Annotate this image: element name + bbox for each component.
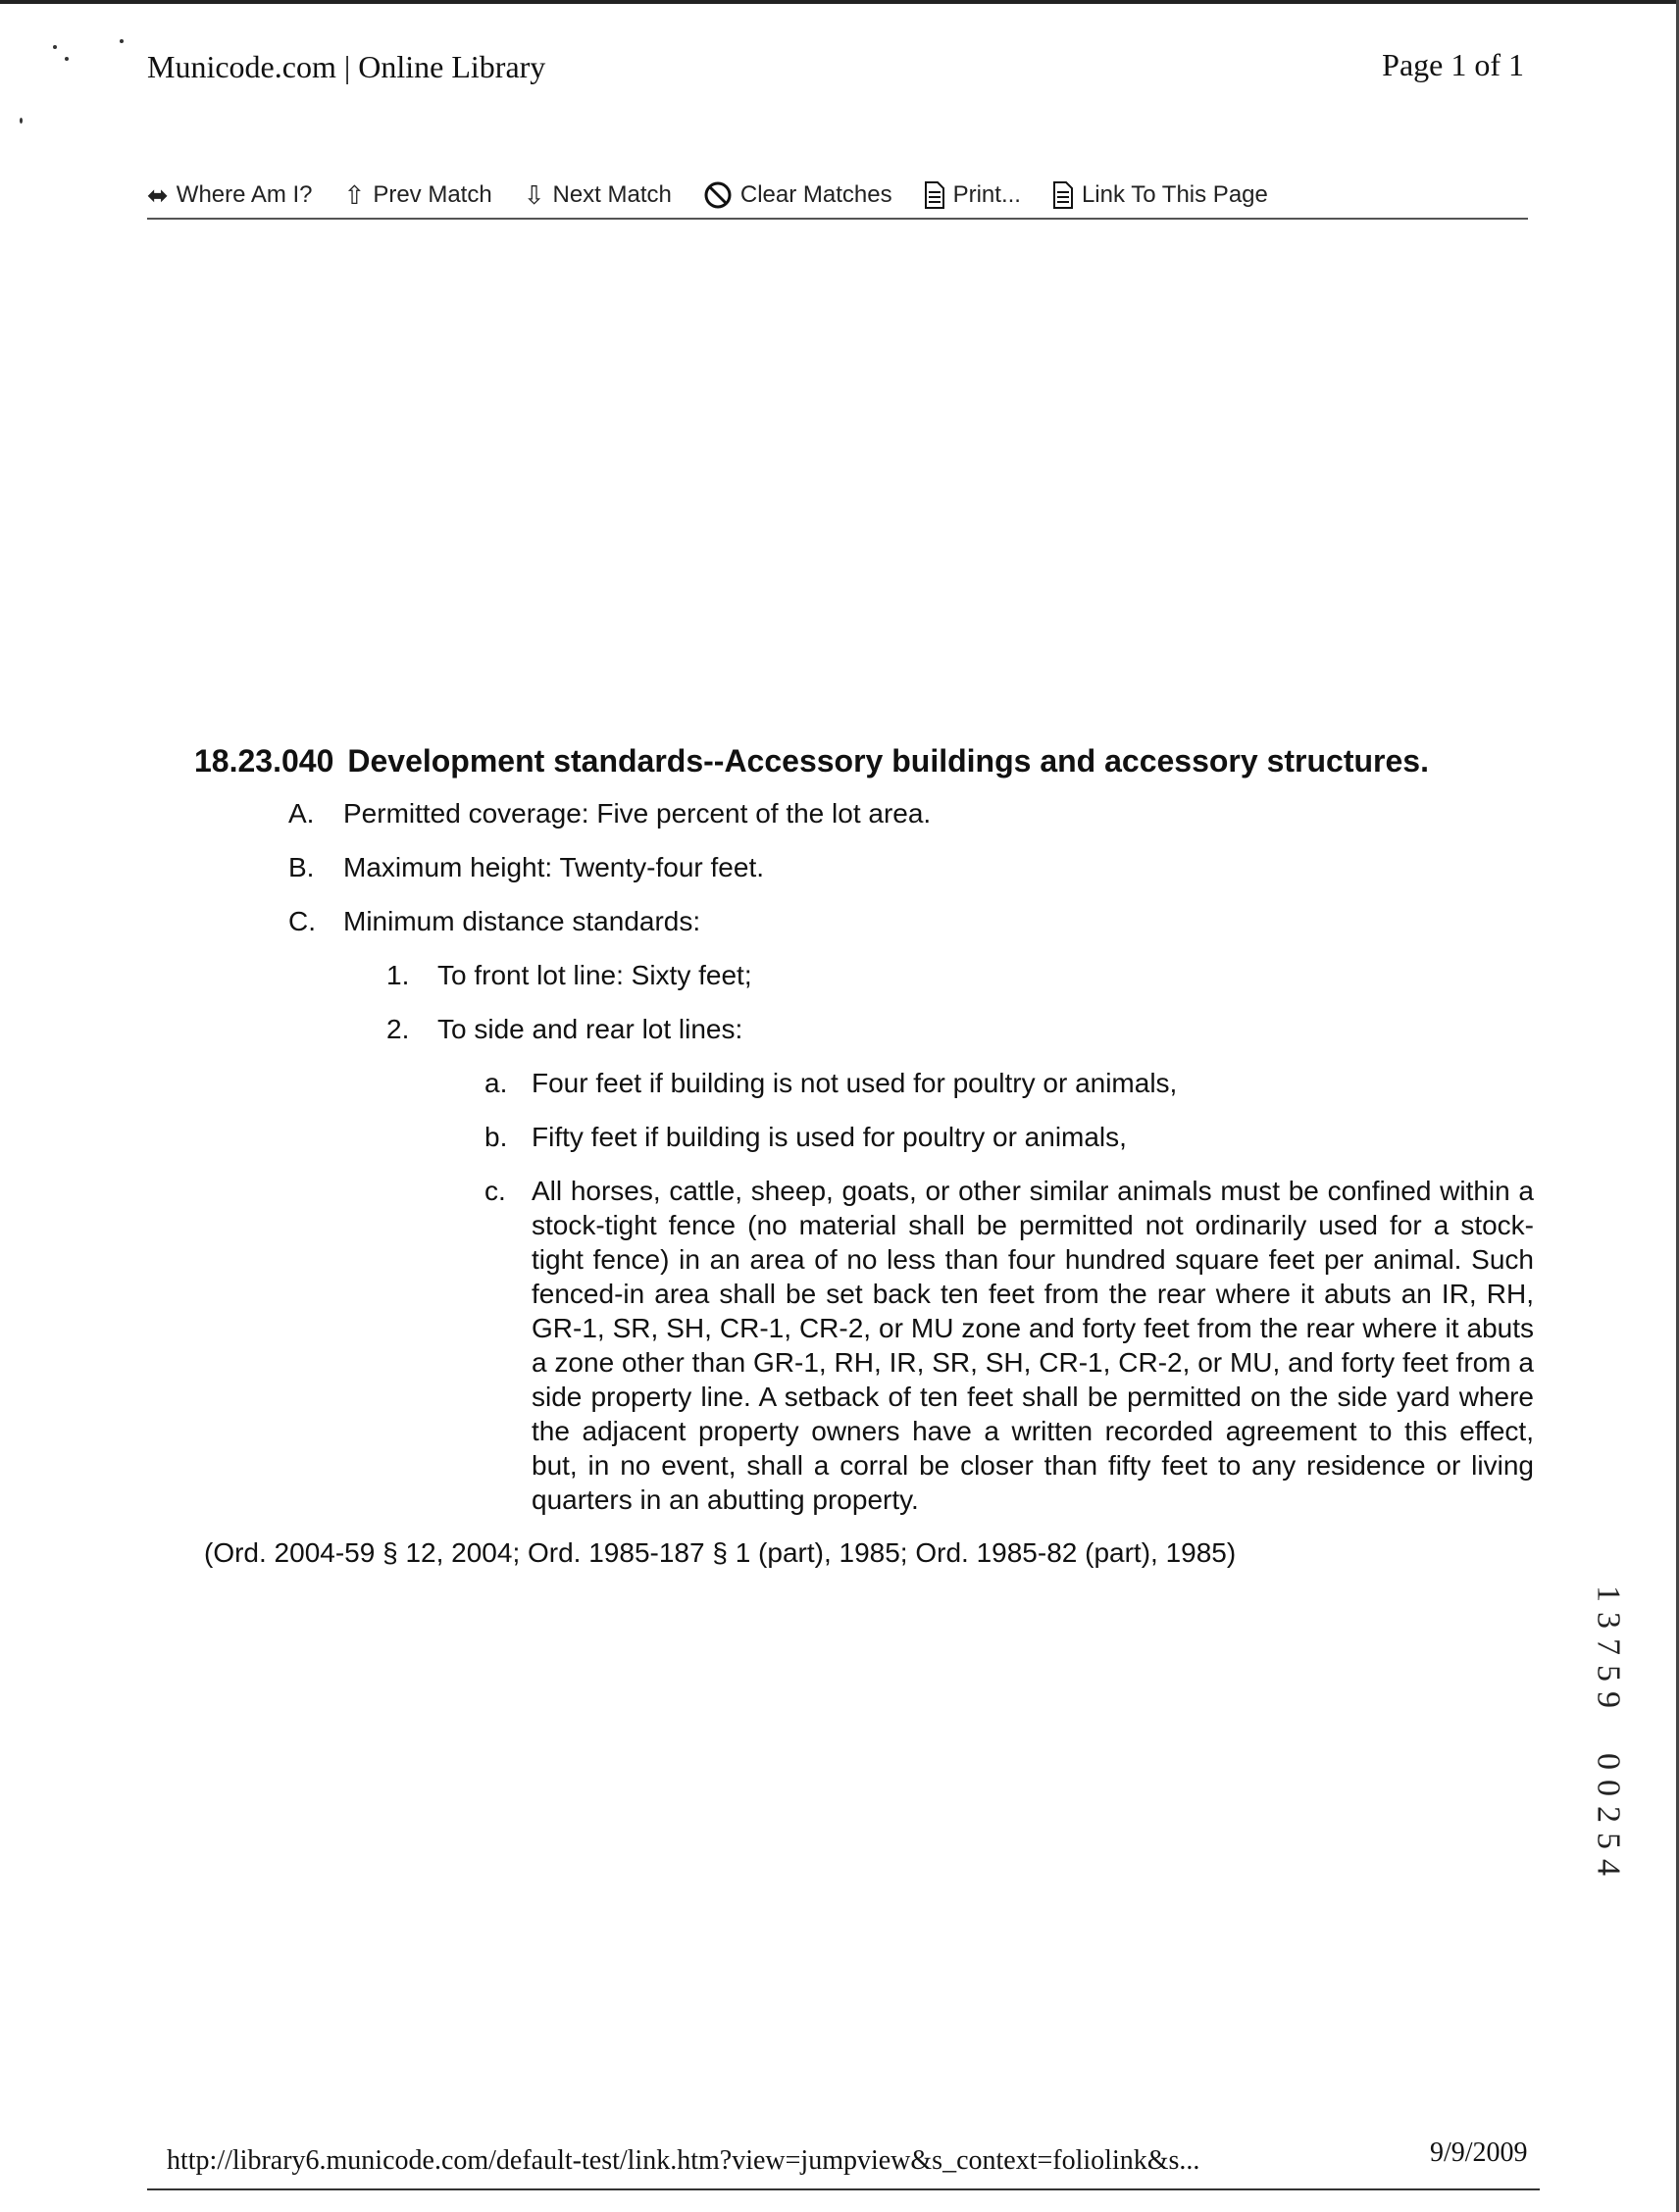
print-button[interactable] <box>924 180 1021 210</box>
item-label: c. <box>484 1176 506 1206</box>
item-text: All horses, cattle, sheep, goats, or other similar animals must be confined within a stock-tight fence (no material shall be permitted not ordinarily used for a stock-tight fence) in an area of no less than four hundred square feet per animal. Such fenced-in area shall be set back ten feet from the rear where it abuts an IR, RH, GR-1, SR, SH, CR-1, CR-2, or MU zone and forty feet from the rear where it abuts a zone other than GR-1, RH, IR, SR, SH, CR-1, CR-2, or MU, and forty feet from a side property line. A setback of ten feet shall be permitted on the side yard where the adjacent property owners have a written recorded agreement to this effect, but, in no event, shall a corral be closer than fifty feet to any residence or living quarters in an abutting property. <box>532 1176 1534 1515</box>
where-am-i-label: Where Am I? <box>176 181 313 208</box>
stamp-digit: 2 <box>1590 1806 1627 1823</box>
document-icon <box>924 180 945 210</box>
down-arrow-icon: ⇩ <box>523 180 545 210</box>
page-indicator: Page 1 of 1 <box>1382 47 1524 82</box>
item-label: C. <box>288 906 316 936</box>
site-title: Municode.com | Online Library <box>147 49 546 84</box>
next-match-button[interactable] <box>524 181 672 209</box>
item-label: A. <box>288 798 315 829</box>
section-content <box>194 741 1534 1571</box>
item-label: 1. <box>386 960 410 990</box>
list-item <box>288 850 1528 885</box>
stamp-digit: 9 <box>1590 1691 1627 1708</box>
list-item <box>288 796 1528 831</box>
list-item <box>386 1012 1528 1047</box>
item-text: Fifty feet if building is used for poultry or animals, <box>532 1122 1127 1152</box>
stamp-digit: 3 <box>1590 1612 1627 1629</box>
print-label: Print... <box>952 181 1021 208</box>
item-label: a. <box>484 1068 508 1098</box>
item-text: Permitted coverage: Five percent of the lot area. <box>343 798 932 829</box>
where-am-i-button[interactable] <box>147 181 313 209</box>
list-item <box>288 904 1528 939</box>
link-to-this-page-button[interactable] <box>1052 180 1268 210</box>
stamp-digit: 1 <box>1590 1585 1627 1602</box>
clear-matches-button[interactable] <box>703 180 892 210</box>
stamp-digit: 7 <box>1590 1638 1627 1655</box>
no-symbol-icon <box>703 180 733 210</box>
clear-matches-label: Clear Matches <box>739 181 892 208</box>
prev-match-button[interactable] <box>344 181 492 209</box>
section-heading <box>194 741 1528 780</box>
up-arrow-icon: ⇧ <box>343 180 366 210</box>
bates-stamp <box>1589 1581 1628 1881</box>
next-match-label: Next Match <box>552 181 672 208</box>
toolbar <box>147 173 1528 220</box>
stamp-digit: 5 <box>1590 1833 1627 1849</box>
stamp-digit: 4 <box>1590 1859 1627 1876</box>
item-label: b. <box>484 1122 508 1152</box>
scan-speck <box>65 57 69 61</box>
scan-speck <box>120 39 124 43</box>
item-label: B. <box>288 852 315 882</box>
scan-edge-top <box>0 0 1679 4</box>
stamp-digit: 5 <box>1590 1665 1627 1682</box>
double-arrow-icon: ⬌ <box>147 180 169 210</box>
link-to-this-page-label: Link To This Page <box>1081 181 1268 208</box>
item-text: Four feet if building is not used for poultry or animals, <box>532 1068 1178 1098</box>
section-title: Development standards--Accessory buildings and accessory structures. <box>347 743 1429 779</box>
item-text: To side and rear lot lines: <box>437 1014 743 1044</box>
scan-speck <box>20 118 23 124</box>
item-text: Minimum distance standards: <box>343 906 701 936</box>
list-item <box>484 1120 1534 1155</box>
list-item <box>386 958 1528 993</box>
section-number: 18.23.040 <box>194 743 334 779</box>
item-label: 2. <box>386 1014 410 1044</box>
item-text: Maximum height: Twenty-four feet. <box>343 852 764 882</box>
item-text: To front lot line: Sixty feet; <box>437 960 752 990</box>
stamp-digit: 0 <box>1590 1753 1627 1770</box>
scan-speck <box>53 45 57 49</box>
footer-date: 9/9/2009 <box>1430 2137 1528 2168</box>
list-item <box>484 1174 1534 1517</box>
document-icon <box>1052 180 1074 210</box>
list-item <box>484 1066 1534 1101</box>
prev-match-label: Prev Match <box>373 181 492 208</box>
footer-url: http://library6.municode.com/default-test/link.htm?view=jumpview&s_context=foliolink&s... <box>167 2145 1200 2176</box>
footer-divider <box>147 2188 1540 2190</box>
stamp-digit: 0 <box>1590 1780 1627 1796</box>
ordinance-citation: (Ord. 2004-59 § 12, 2004; Ord. 1985-187 § 1 (part), 1985; Ord. 1985-82 (part), 1985) <box>204 1537 1237 1568</box>
